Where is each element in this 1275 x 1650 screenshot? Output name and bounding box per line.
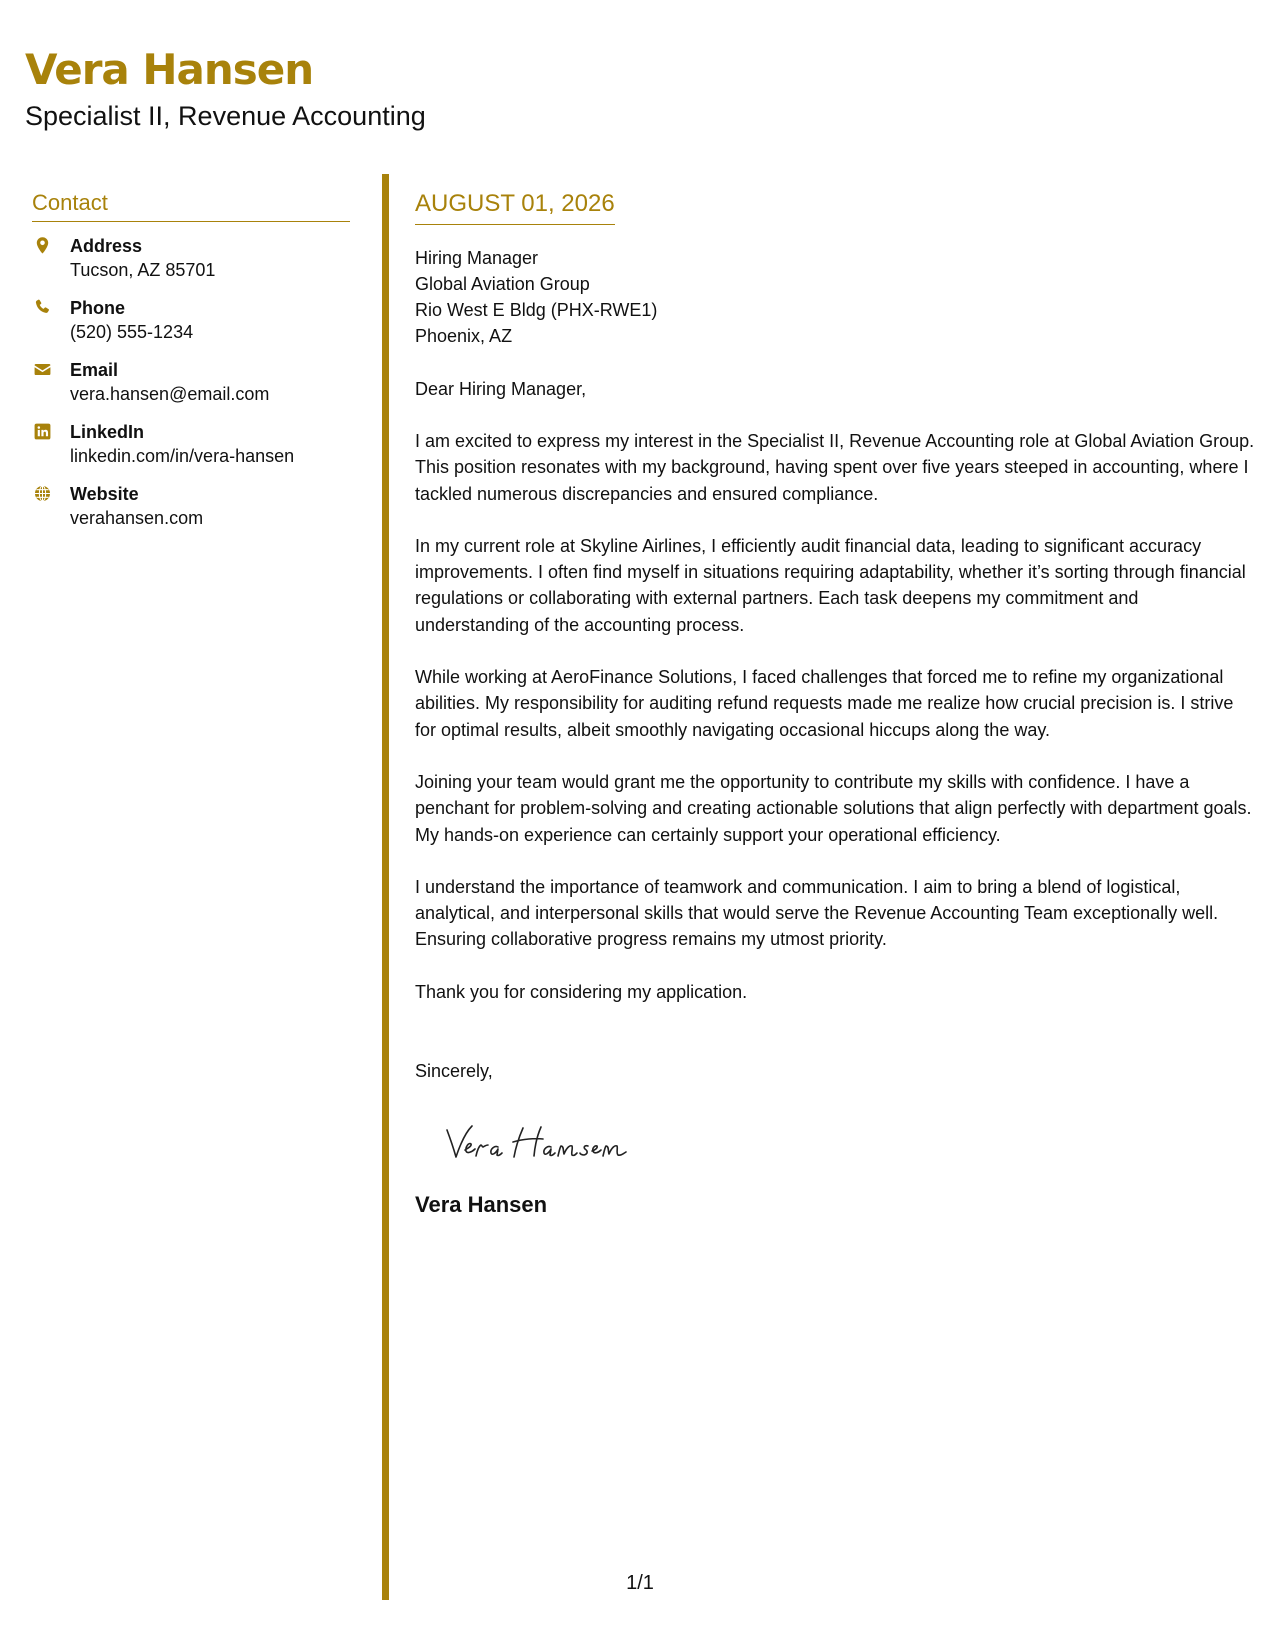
contact-heading: Contact bbox=[32, 190, 350, 222]
contact-item-linkedin bbox=[32, 420, 350, 468]
signature-image bbox=[443, 1120, 653, 1168]
contact-value: (520) 555-1234 bbox=[70, 322, 194, 342]
recipient-line: Rio West E Bldg (PHX-RWE1) bbox=[415, 300, 658, 320]
letter-date: AUGUST 01, 2026 bbox=[415, 190, 615, 225]
contact-label: Address bbox=[70, 236, 143, 256]
linkedin-icon bbox=[32, 421, 52, 441]
contact-value: vera.hansen@email.com bbox=[70, 384, 270, 404]
contact-value: linkedin.com/in/vera-hansen bbox=[70, 446, 295, 466]
salutation: Dear Hiring Manager, bbox=[415, 379, 587, 399]
letter-paragraph: I am excited to express my interest in the Specialist II, Revenue Accounting role at Global Aviation Group. This position resonates with my background, having spent over five years steeped in accounting, where I tackled numerous discrepancies and ensured compliance. bbox=[415, 431, 1255, 504]
globe-icon bbox=[32, 483, 52, 503]
vertical-divider bbox=[382, 174, 389, 1600]
contact-item-phone bbox=[32, 296, 350, 344]
recipient-line: Phoenix, AZ bbox=[415, 326, 513, 346]
contact-value: verahansen.com bbox=[70, 508, 204, 528]
contact-item-address bbox=[32, 234, 350, 282]
contact-item-email bbox=[32, 358, 350, 406]
page-number: 1/1 bbox=[626, 1572, 654, 1594]
contact-label: Website bbox=[70, 484, 139, 504]
letter-paragraph: I understand the importance of teamwork and communication. I aim to bring a blend of logistical, analytical, and interpersonal skills that would serve the Revenue Accounting Team exceptionally well. Ensuring collaborative progress remains my utmost priority. bbox=[415, 876, 1219, 950]
phone-icon bbox=[32, 297, 52, 317]
contact-label: Phone bbox=[70, 298, 126, 318]
signer-name: Vera Hansen bbox=[415, 1192, 548, 1218]
recipient-line: Hiring Manager bbox=[415, 248, 539, 268]
envelope-icon bbox=[32, 359, 52, 379]
recipient-block bbox=[415, 245, 1255, 349]
letter-body bbox=[415, 190, 1255, 1218]
letter-paragraph: While working at AeroFinance Solutions, I faced challenges that forced me to refine my organizational abilities. My responsibility for auditing refund requests made me realize how crucial precision is. I strive for optimal results, albeit smoothly navigating occasional hiccups along the way. bbox=[415, 667, 1234, 740]
candidate-name: Vera Hansen bbox=[25, 45, 314, 94]
contact-sidebar bbox=[32, 190, 350, 544]
contact-label: LinkedIn bbox=[70, 422, 145, 442]
letter-paragraph: Thank you for considering my application. bbox=[415, 981, 748, 1002]
closing: Sincerely, bbox=[415, 1061, 493, 1082]
map-pin-icon bbox=[32, 235, 52, 255]
recipient-line: Global Aviation Group bbox=[415, 274, 590, 294]
letter-paragraph: Joining your team would grant me the opportunity to contribute my skills with confidence. I have a penchant for problem-solving and creating actionable solutions that align perfectly with department goals. My hands-on experience can certainly support your operational efficiency. bbox=[415, 771, 1252, 845]
letter-paragraph: In my current role at Skyline Airlines, I efficiently audit financial data, leading to significant accuracy improvements. I often find myself in situations requiring adaptability, whether it’s sorting through financial regulations or collaborating with external partners. Each task deepens my commitment and understanding of the accounting process. bbox=[415, 535, 1246, 635]
contact-value: Tucson, AZ 85701 bbox=[70, 260, 216, 280]
candidate-title: Specialist II, Revenue Accounting bbox=[25, 101, 426, 131]
contact-label: Email bbox=[70, 360, 119, 380]
contact-item-website bbox=[32, 482, 350, 530]
